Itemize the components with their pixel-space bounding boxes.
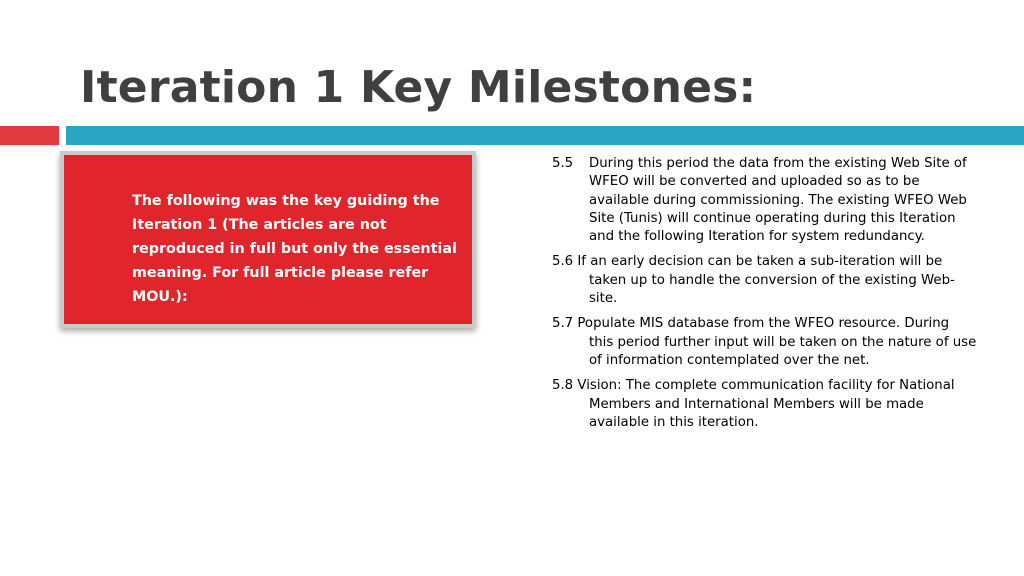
milestone-number: 5.5 [552,156,574,171]
milestone-item-5-5 [552,155,977,246]
milestone-text: During this period the data from the existing Web Site of WFEO will be converted and uploaded so as to be available during commissioning. The existing WFEO Web Site (Tunis) will continue operating during this Iteration and the following Iteration for system redundancy. [589,156,967,245]
accent-bar-blue [66,126,1024,145]
milestone-text: Vision: The complete communication facility for National Members and International Members will be made available in this iteration. [577,378,955,430]
milestone-text: Populate MIS database from the WFEO resource. During this period further input will be taken on the nature of use of information contemplated over the net. [577,316,977,368]
milestone-number: 5.8 [552,378,574,394]
milestone-number: 5.7 [552,316,574,332]
accent-bar-red [0,126,59,145]
milestone-text: If an early decision can be taken a sub-iteration will be taken up to handle the conversion of the existing Web-site. [577,254,955,307]
milestone-item-5-8 [552,377,977,432]
callout-text: The following was the key guiding the Iteration 1 (The articles are not reproduced in full but only the essential meaning. For full article please refer MOU.): [132,193,457,305]
milestone-list [552,155,977,439]
milestone-item-5-6 [552,253,977,308]
milestone-number: 5.6 [552,254,574,270]
slide-title: Iteration 1 Key Milestones: [80,62,757,113]
milestone-item-5-7 [552,315,977,370]
callout-box [60,151,476,328]
